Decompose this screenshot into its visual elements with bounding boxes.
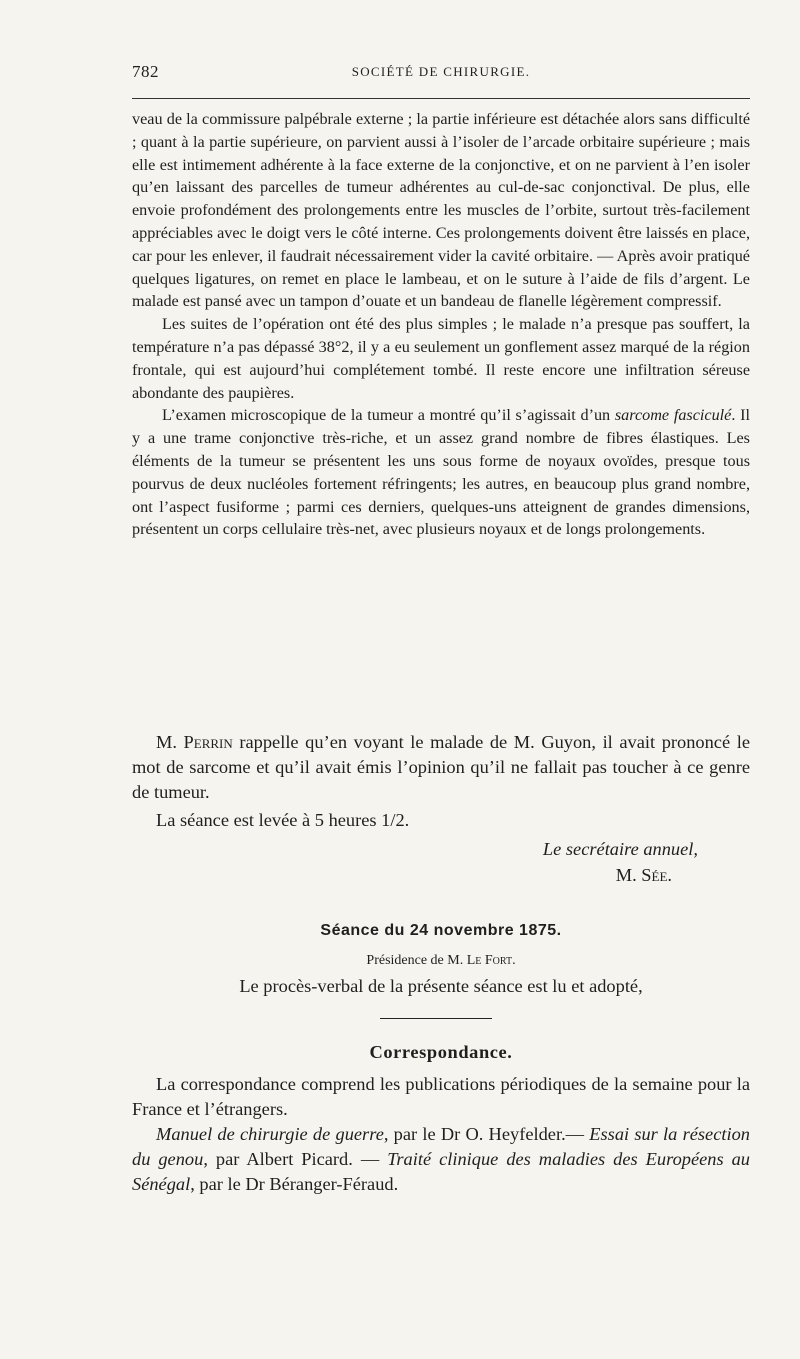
perrin-text: rappelle qu’en voyant le malade de M. Guyon, il avait prononcé le mot de sarcome et qu’il avait émis l’opinion qu’il ne fallait pas toucher à ce genre de tumeur.	[132, 732, 750, 802]
perrin-name: Perrin	[183, 732, 233, 752]
paragraph-operation: veau de la commissure palpébrale externe ; la partie inférieure est détachée alors sans difficulté ; quant à la partie supérieure, on parvient aussi à l’isoler de l’arcade orbitaire supérieure ; mais elle est intimement adhérente à la face externe de la conjonctive, et on ne parvient à l’en isoler qu’en laissant des parcelles de tumeur adhérentes au cul-de-sac conjonctival. De plus, elle envoie profondément des prolongements entre les muscles de l’orbite, surtout très-facilement appréciables avec le doigt vers le côté interne. Ces prolongements doivent être laissés en place, car pour les enlever, il faudrait nécessairement vider la cavité orbitaire. — Après avoir pratiqué quelques ligatures, on remet en place le lambeau, et on le suture à l’aide de fils d’argent. Le malade est pansé avec un tampon d’ouate et un bandeau de flanelle légèrement compressif.	[132, 110, 750, 311]
perrin-prefix: M.	[156, 732, 177, 752]
signature-prefix: M.	[615, 865, 637, 885]
paragraph-correspondance: La correspondance comprend les publications périodiques de la semaine pour la France et l’étrangers.	[132, 1074, 750, 1119]
header-rule	[132, 98, 750, 99]
presidence-line	[132, 953, 750, 969]
paragraph-works	[132, 1122, 750, 1197]
work-title-1: Manuel de chirurgie de guerre	[156, 1124, 384, 1144]
work-author-2: , par Albert Picard. —	[203, 1149, 388, 1169]
page-number: 782	[132, 62, 159, 81]
session-closing: La séance est levée à 5 heures 1/2.	[156, 810, 410, 830]
diagnosis-term: sarcome fasciculé	[614, 406, 732, 425]
signature-name: Sée.	[641, 865, 672, 885]
running-head: SOCIÉTÉ DE CHIRURGIE.	[351, 64, 531, 79]
case-report-text	[132, 108, 750, 541]
work-title-3: Traité clinique des maladies des Européens au Sénégal	[132, 1149, 750, 1194]
presidence-name: Le Fort.	[466, 953, 516, 968]
correspondance-title: Correspondance.	[369, 1042, 513, 1062]
proces-verbal-line: Le procès-verbal de la présente séance est lu et adopté,	[239, 976, 643, 996]
session-title: Séance du 24 novembre 1875.	[320, 922, 562, 939]
page-header	[132, 62, 750, 86]
perrin-remark	[132, 730, 750, 805]
microscopy-text-start: L’examen microscopique de la tumeur a montré qu’il s’agissait d’un	[162, 406, 611, 425]
paragraph-perrin	[132, 730, 750, 805]
microscopy-text-end: . Il y a une trame conjonctive très-riche, et un assez grand nombre de fibres élastiques. Les éléments de la tumeur se présentent les uns sous forme de noyaux ovoïdes, presque tous pourvus de deux nucléoles fortement réfringents; les autres, en beaucoup plus grand nombre, ont l’aspect fusiforme ; parmi ces derniers, quelques-uns atteignent de grandes dimensions, présentent un corps cellulaire très-net, avec plusieurs noyaux et de longs prolongements.	[132, 406, 751, 539]
section-divider	[380, 1018, 492, 1019]
work-title-2: Essai sur la résection du genou	[132, 1124, 750, 1169]
presidence-prefix: Présidence de M.	[366, 953, 464, 968]
paragraph-aftermath: Les suites de l’opération ont été des plus simples ; le malade n’a presque pas souffert, la température n’a pas dépassé 38°2, il y a eu seulement un gonflement assez marqué de la région frontale, qui est aujourd’hui complétement tombé. Il reste encore une infiltration séreuse abondante des paupières.	[132, 315, 750, 402]
paragraph-microscopy	[132, 404, 750, 541]
closing-line	[132, 808, 750, 833]
signature-name-line	[132, 862, 750, 888]
signature-block	[132, 836, 750, 888]
work-author-1: , par le Dr O. Heyfelder.—	[383, 1124, 590, 1144]
signature-title: Le secrétaire annuel,	[542, 839, 698, 859]
work-author-3: , par le Dr Béranger-Féraud.	[190, 1174, 399, 1194]
correspondance-text	[132, 1072, 750, 1197]
